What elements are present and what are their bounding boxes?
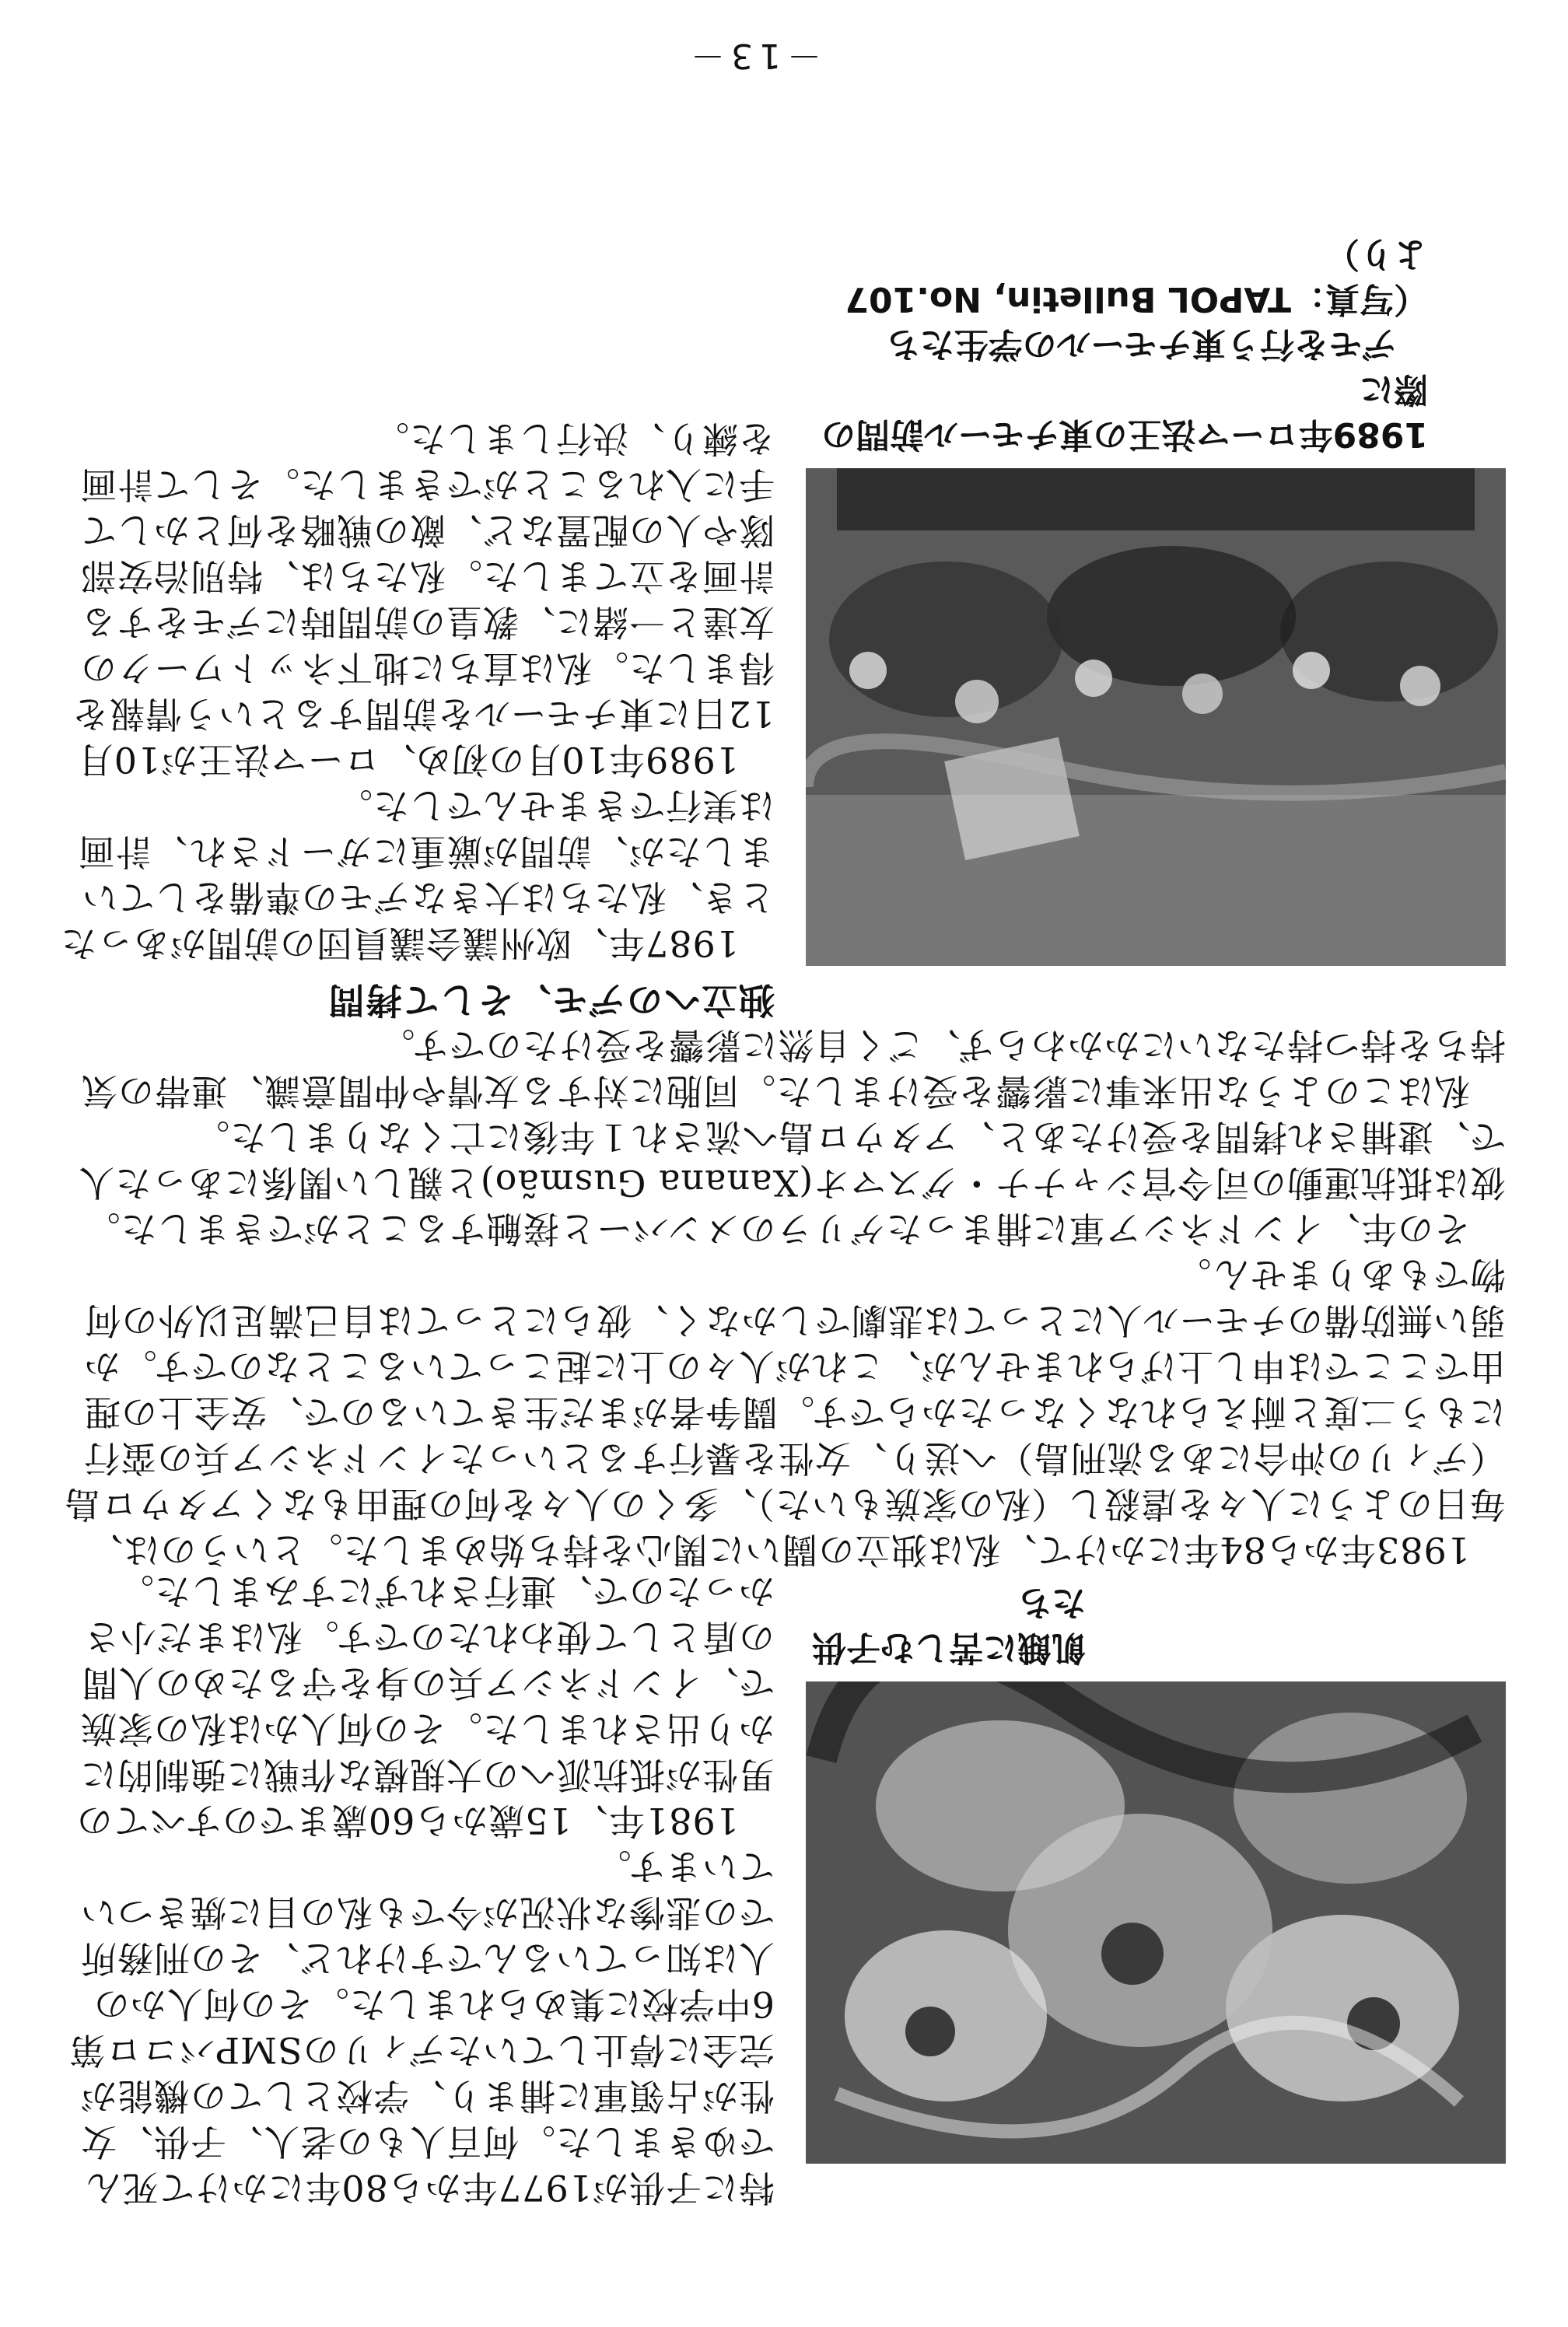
- paragraph-1989-pope-visit: 1989年10月の初め、ローマ法王が10月12日に東チモールを訪問するという情報を得ました。私は直ちに地下ネットワークの友達と一緒に、教皇の訪問時にデモをする計画を立てました。私たちは、特別治安部隊や人の配置など、敵の戦略を何とかして手に入れることができました。そして計画を練り、決行しました。: [72, 418, 775, 781]
- photo2-caption-line-3: （写真：TAPOL Bulletin, No.107 より）: [845, 234, 1428, 319]
- paragraph-1987-visit: 1987年、欧州議会議員団の訪問があったとき、私たちは大きなデモの準備をしていましたが、訪問が厳重にガードされ、計画は実行できませんでした。: [60, 785, 775, 964]
- middle-full-width-text: [59, 1022, 1506, 1573]
- paragraph-influence: 私はこのような出来事に影響を受けました。同胞に対する友情や仲間意識、連帯の気持ちを持つ持たないにかかわらず、ごく自然に影響を受けたのです。: [81, 1024, 1506, 1112]
- paragraph-guerrilla-contact: その年、インドネシア軍に捕まったゲリラのメンバーと接触することができました。彼は抵抗運動の司令官シャナナ・グスマオ(Xanana Gusmão)と親しい関係にあった人で、逮捕され拷問を受けたあと、アタウロ島へ流され１年後に亡くなりました。: [78, 1116, 1506, 1250]
- photo-starving-children: [806, 1681, 1506, 2164]
- photo2-caption: [806, 231, 1428, 457]
- top-right-column: [59, 1568, 775, 2210]
- page-number: －13－: [684, 36, 821, 75]
- photo-student-demonstration-image: [806, 468, 1506, 966]
- photo2-caption-line-1: 1989年ローマ法王の東チモール訪問の際に: [821, 369, 1428, 454]
- section-heading-demonstration: 独立へのデモ、そして拷問: [327, 979, 775, 1021]
- photo2-caption-line-2: デモを行う東チモールの学生たち: [885, 324, 1397, 364]
- paragraph-independence-interest: 1983年から84年にかけて、私は独立の闘いに関心を持ち始めました。というのは、毎日のように人々を虐殺し（私の家族もいた）、多くの人々を何の理由もなくアタウロ島（ディリの沖合にある流刑島）へ送り、女性を暴行するといったインドネシア兵の蛮行にもう二度と耐えられなくなったからです。闘争者がまだ生きているので、安全上の理由でここでは申し上げられませんが、これが人々の上に起こっていることなのです。か弱い無防備のチモール人にとっては悲劇でしかなく、彼らにとっては自己満足以外の何物でもありません。: [64, 1254, 1506, 1571]
- bottom-right-column: [59, 415, 775, 966]
- paragraph-forced-conscription: 1981年、15歳から60歳までのすべての男性が抵抗派への大規模な作戦に強制的にかり出されました。その何人かは私の家族で、インドネシア兵の身を守るための人間の盾として使われたのです。私はまだ小さかったので、連行されずにすみました。: [75, 1570, 775, 1842]
- paragraph-children-deaths: 特に子供が1977年から80年にかけて死んでゆきました。何百人もの老人、子供、女性が占領軍に捕まり、学校としての機能が完全に停止していたディリのSMPバコロ第6中学校に集められました。その何人かの人は知っているんですけれど、その刑務所での悲惨な状況が今でも私の目に焼きついています。: [68, 1846, 775, 2209]
- photo1-caption: 飢餓に苦しむ子供たち: [812, 1583, 1086, 1667]
- photo-starving-children-image: [806, 1681, 1506, 2164]
- photo-student-demonstration: [806, 468, 1506, 966]
